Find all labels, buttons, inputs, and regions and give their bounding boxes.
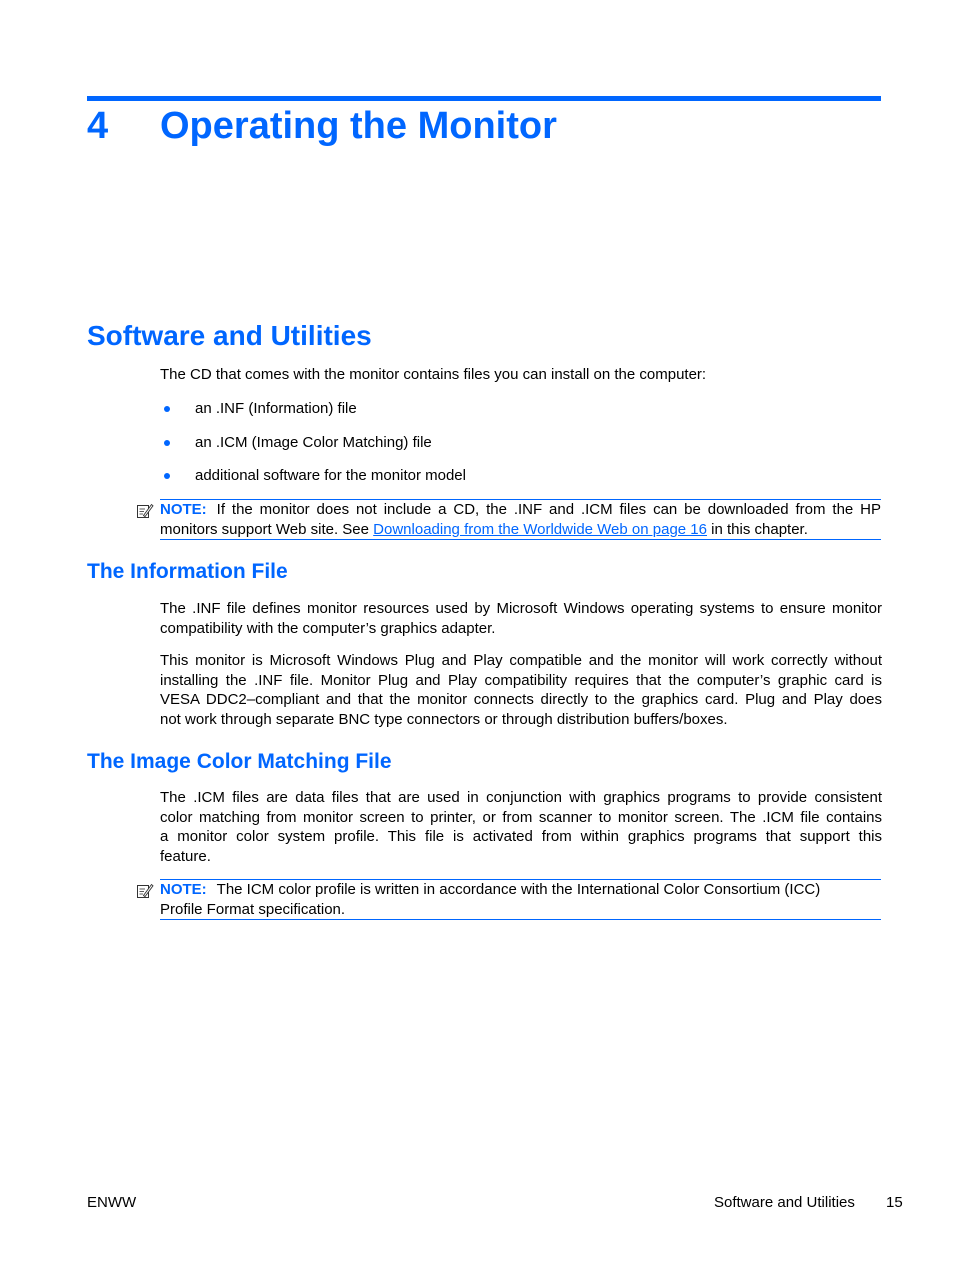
note-text: If the monitor does not include a CD, the .INF and .ICM files can be downloaded from the HP [216, 501, 881, 518]
page-number: 15 [886, 1194, 903, 1211]
chapter-heading [87, 100, 557, 152]
paragraph-line: a monitor color system profile. This file is activated from within graphics programs that support this [160, 828, 882, 845]
icm-file-paragraph [160, 788, 882, 866]
icm-file-title: The Image Color Matching File [87, 750, 392, 773]
note-line-2: Profile Format specification. [160, 900, 346, 918]
note-box [160, 879, 881, 920]
footer-left: ENWW [87, 1194, 137, 1211]
list-item: an .ICM (Image Color Matching) file [195, 434, 432, 451]
section-intro [160, 365, 882, 385]
paragraph-line: installing the .INF file. Monitor Plug and Play compatibility requires that the computer’s graphic card is [160, 671, 882, 689]
paragraph-line: This monitor is Microsoft Windows Plug and Play compatible and the monitor will work correctly without [160, 652, 882, 669]
paragraph-line: feature. [160, 847, 211, 865]
note-line-1 [160, 500, 881, 520]
note-text: The ICM color profile is written in accordance with the International Color Consortium (ICC) [216, 881, 821, 898]
list-item: additional software for the monitor model [195, 467, 466, 484]
note-text: in this chapter. [706, 520, 808, 538]
bullet-dot-icon [164, 473, 170, 479]
note-pencil-icon [136, 882, 154, 900]
note-line-1 [160, 880, 881, 900]
note-text: monitors support Web site. See [160, 520, 374, 538]
section-title: Software and Utilities [87, 320, 372, 351]
bullet-dot-icon [164, 440, 170, 446]
info-file-title: The Information File [87, 560, 288, 583]
bullet-dot-icon [164, 406, 170, 412]
note-pencil-icon [136, 502, 154, 520]
section-intro-text: The CD that comes with the monitor contains files you can install on the computer: [160, 366, 707, 383]
chapter-title: Operating the Monitor [160, 105, 557, 147]
footer-section: Software and Utilities [714, 1194, 855, 1211]
note-label: NOTE: [160, 501, 207, 518]
download-link[interactable]: Downloading from the Worldwide Web on page 16 [373, 520, 707, 538]
list-item: an .INF (Information) file [195, 400, 357, 417]
chapter-number: 4 [87, 105, 109, 147]
info-file-paragraph-1 [160, 599, 882, 638]
note-box [160, 499, 881, 540]
paragraph-line: not work through separate BNC type connectors or through distribution buffers/boxes. [160, 710, 728, 728]
paragraph-line: compatibility with the computer’s graphics adapter. [160, 619, 496, 637]
paragraph-line: The .ICM files are data files that are used in conjunction with graphics programs to provide consistent [160, 789, 882, 806]
info-file-paragraph-2 [160, 651, 882, 729]
paragraph-line: color matching from monitor screen to printer, or from scanner to monitor screen. The .ICM file contains [160, 808, 882, 826]
note-label: NOTE: [160, 881, 207, 898]
paragraph-line: The .INF file defines monitor resources used by Microsoft Windows operating systems to ensure monitor [160, 600, 882, 617]
paragraph-line: VESA DDC2–compliant and that the monitor connects directly to the graphics card. Plug and Play does [160, 691, 882, 708]
note-line-2 [160, 520, 881, 540]
